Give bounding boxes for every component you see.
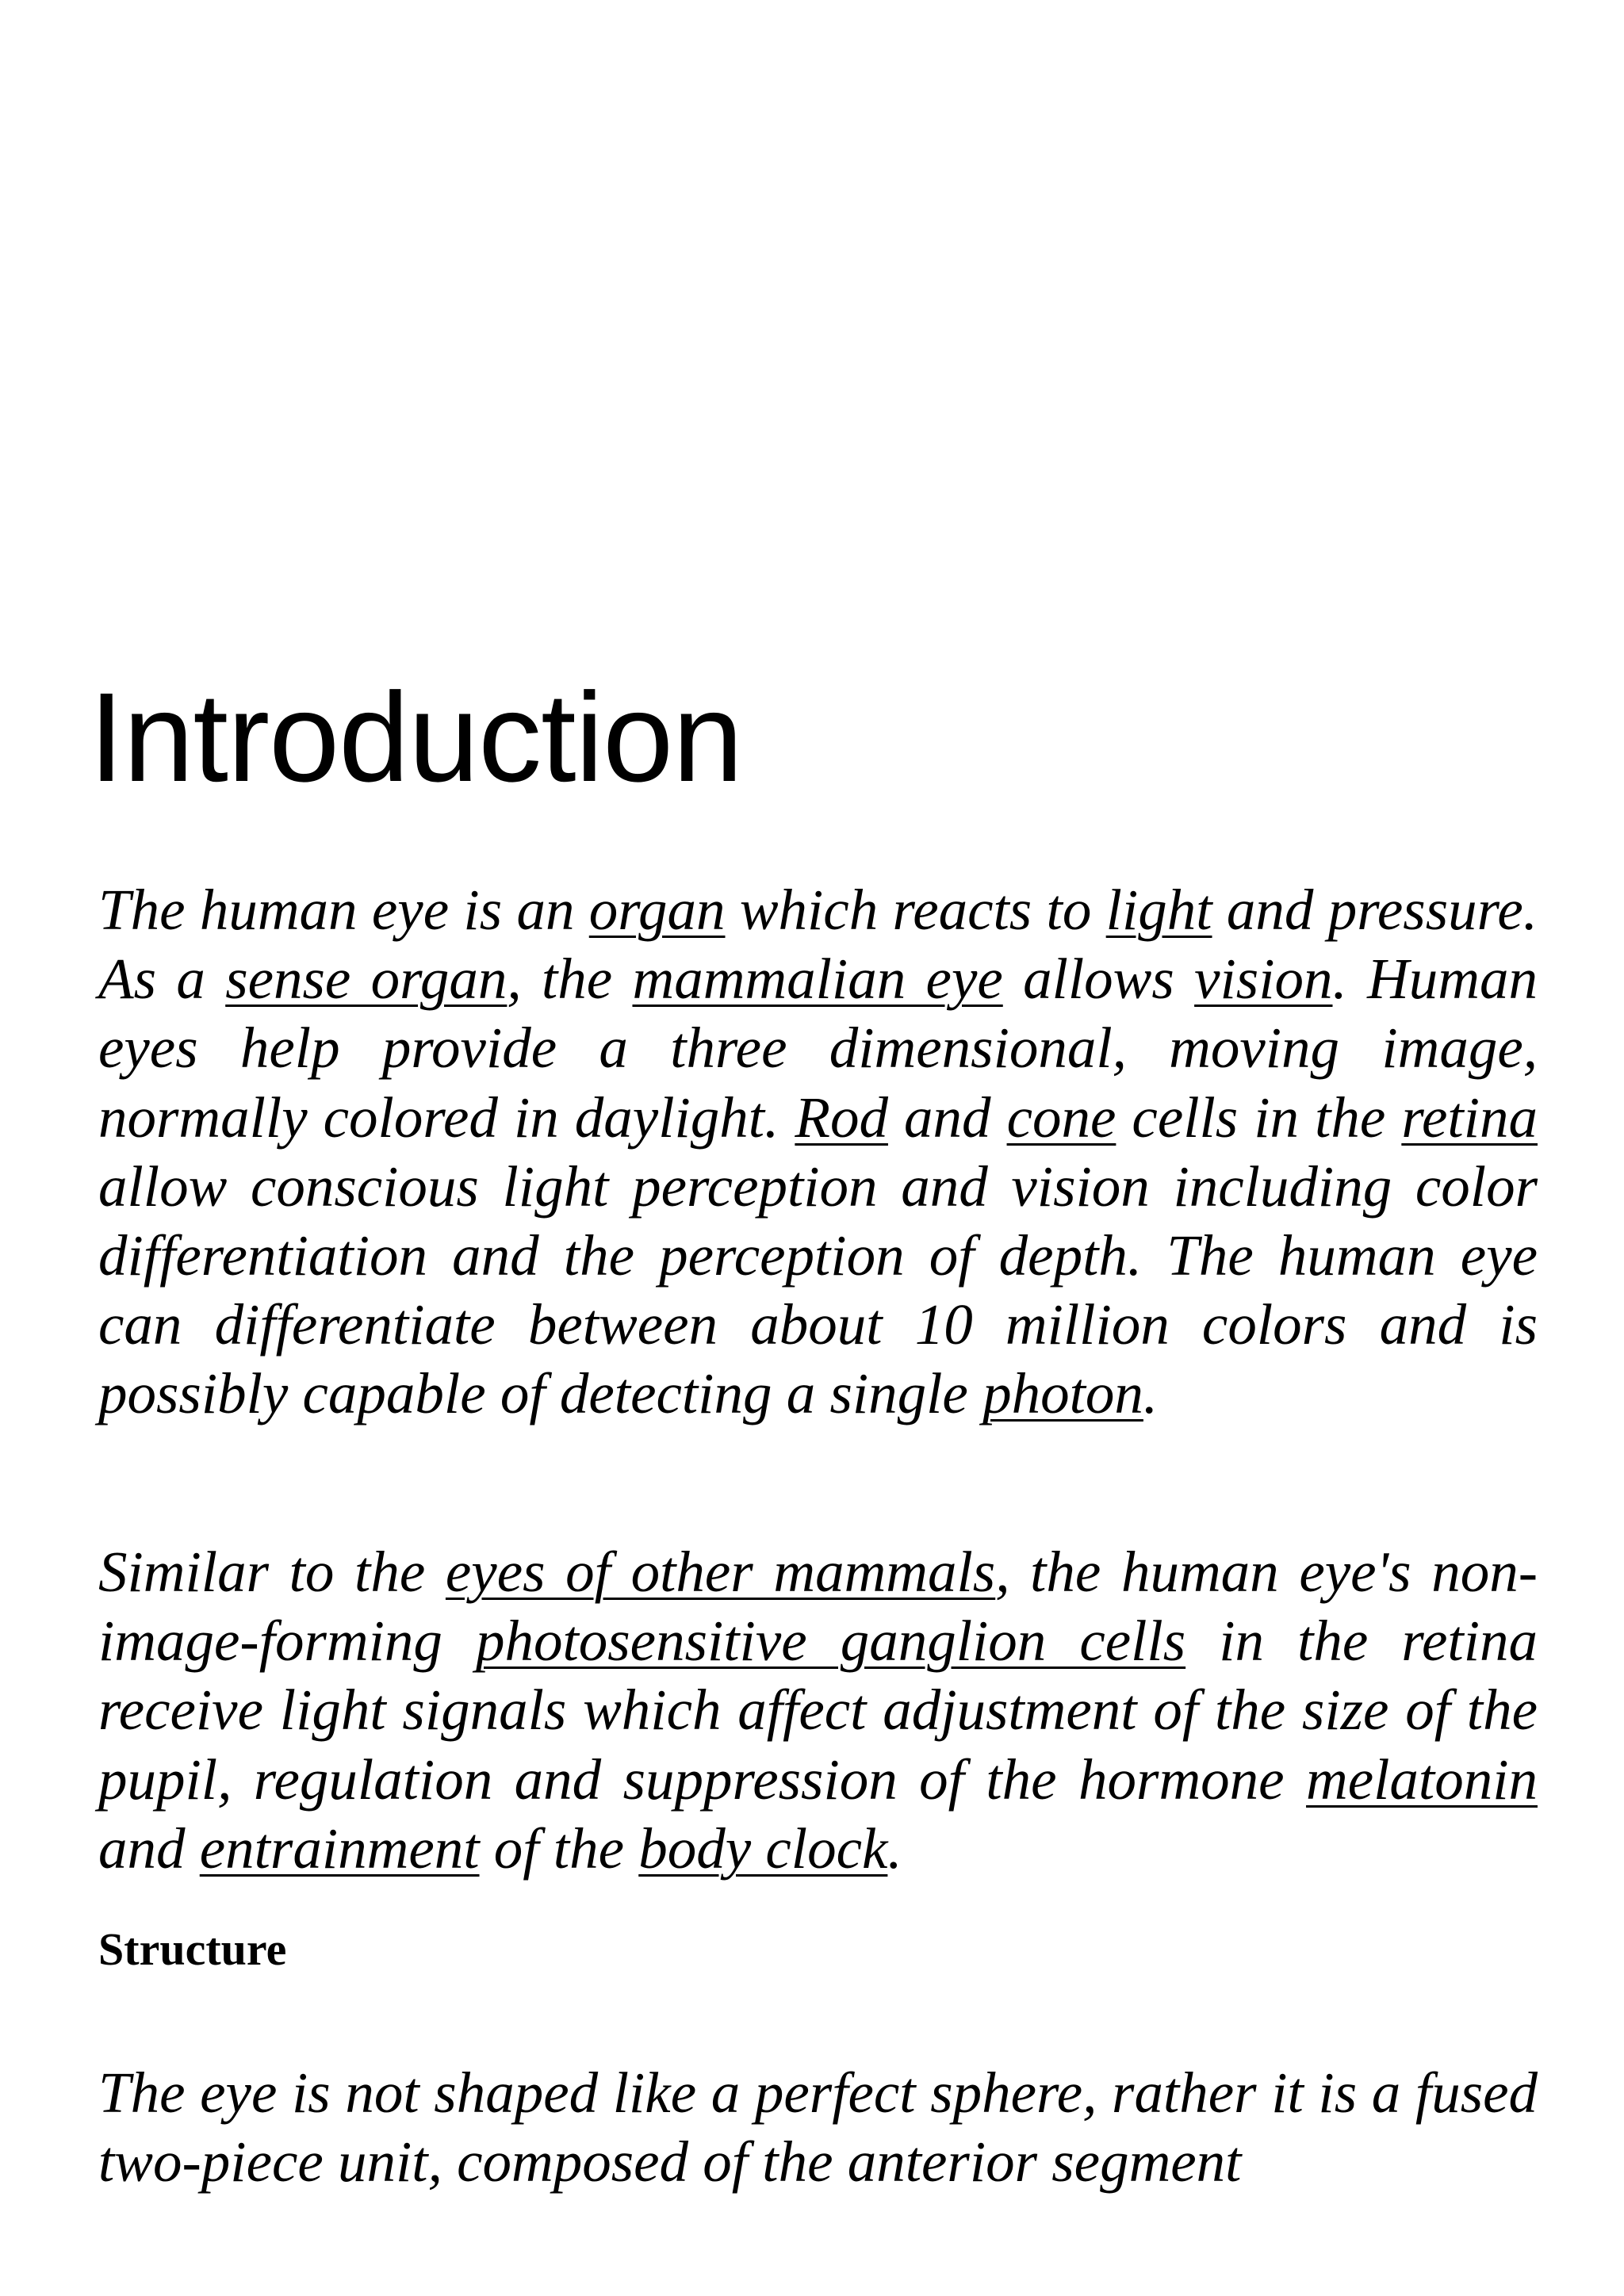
text-segment: allow conscious light perception and vision including color differentiation and the perception of depth. The human eye can differentiate between about 10 million colors and is possibly capable of detecting a single [98, 1154, 1538, 1426]
link-entrainment[interactable]: entrainment [199, 1816, 480, 1881]
text-segment: . Human eyes help provide a three dimensional, moving image, normally colored in daylight. [98, 947, 1538, 1150]
structure-paragraph: The eye is not shaped like a perfect sphere, rather it is a fused two-piece unit, composed of the anterior segment [98, 2061, 1538, 2195]
link-retina[interactable]: retina [1401, 1085, 1538, 1150]
text-segment: which reacts to [725, 878, 1106, 942]
text-segment: cells in the [1116, 1085, 1402, 1150]
text-segment: . [887, 1816, 902, 1881]
mammals-paragraph [98, 1537, 1538, 1883]
text-segment: and pressure. As a [98, 878, 1538, 1012]
text-segment: . [1143, 1361, 1159, 1426]
link-melatonin[interactable]: melatonin [1306, 1747, 1538, 1812]
link-eyes-of-other-mammals[interactable]: eyes of other mammals [445, 1540, 996, 1604]
text-segment: in the retina receive light signals which affect adjustment of the size of the pupil, regulation and suppression of the hormone [98, 1609, 1538, 1812]
link-cone[interactable]: cone [1006, 1085, 1116, 1150]
link-mammalian-eye[interactable]: mammalian eye [632, 947, 1003, 1012]
link-sense-organ[interactable]: sense organ [225, 947, 508, 1012]
text-segment: and [887, 1085, 1007, 1150]
link-organ[interactable]: organ [588, 878, 726, 942]
text-segment: , the human eye's non-image-forming [98, 1540, 1538, 1674]
link-photon[interactable]: photon [982, 1361, 1143, 1426]
section-heading-structure: Structure [98, 1923, 287, 1975]
page-title: Introduction [89, 666, 743, 808]
text-segment: The human eye is an [98, 878, 589, 942]
intro-paragraph [98, 875, 1538, 1429]
link-rod[interactable]: Rod [795, 1085, 888, 1150]
link-body-clock[interactable]: body clock [638, 1816, 888, 1881]
text-segment: of the [479, 1816, 639, 1881]
text-segment: allows [1002, 947, 1195, 1012]
text-segment: and [98, 1816, 200, 1881]
link-vision[interactable]: vision [1194, 947, 1333, 1012]
link-light[interactable]: light [1105, 878, 1212, 942]
text-segment: , the [507, 947, 633, 1012]
link-photosensitive-ganglion-cells[interactable]: photosensitive ganglion cells [475, 1609, 1186, 1674]
text-segment: Similar to the [98, 1540, 446, 1604]
